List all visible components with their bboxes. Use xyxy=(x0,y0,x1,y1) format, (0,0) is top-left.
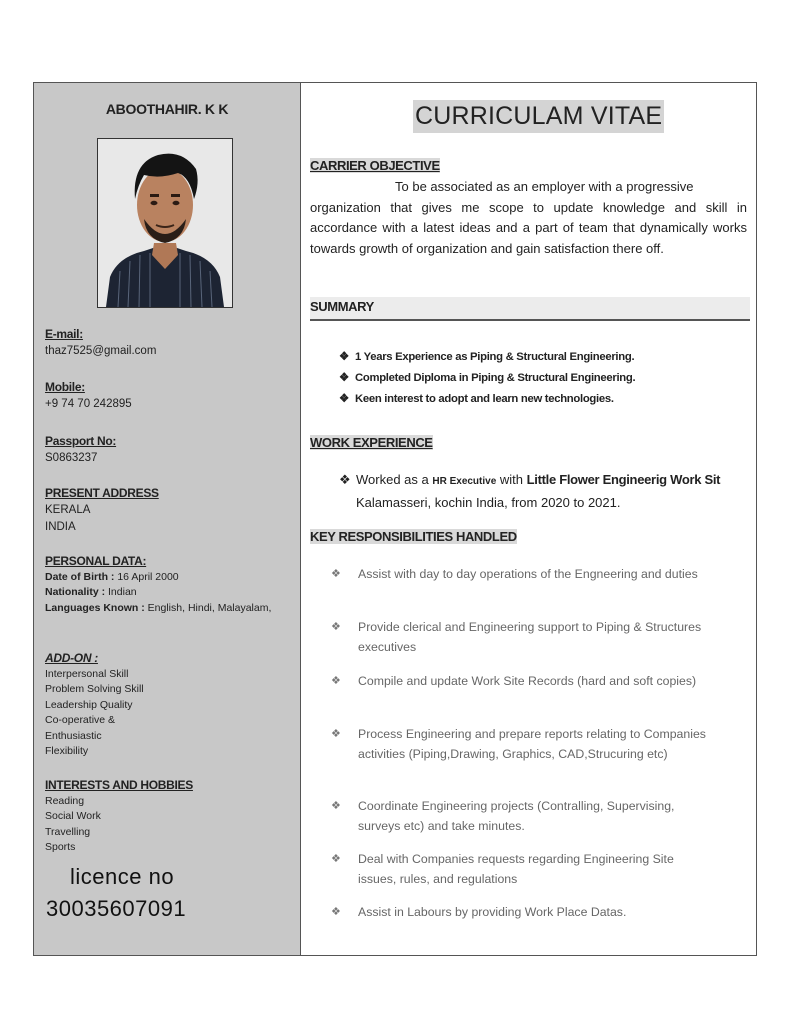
list-item xyxy=(331,672,711,692)
diamond-bullet-icon: ❖ xyxy=(331,728,341,740)
work-role: HR Executive xyxy=(432,476,497,487)
passport-label: Passport No: xyxy=(45,434,117,448)
work-suffix: Kalamasseri, kochin India, from 2020 to 2021. xyxy=(356,495,621,510)
addon-section xyxy=(45,651,295,760)
diamond-bullet-icon: ❖ xyxy=(339,472,351,487)
list-item xyxy=(331,725,711,764)
work-mid: with xyxy=(496,472,527,487)
summary-item: 1 Years Experience as Piping & Structural Engineering. xyxy=(355,351,635,363)
dob-value: 16 April 2000 xyxy=(117,570,179,583)
list-item xyxy=(331,618,711,657)
candidate-name: ABOOTHAHIR. K K xyxy=(105,101,229,117)
addon-item: Flexibility xyxy=(45,745,89,757)
diamond-bullet-icon: ❖ xyxy=(339,351,349,363)
document-title: CURRICULAM VITAE xyxy=(413,100,664,133)
address-heading: PRESENT ADDRESS xyxy=(45,486,159,500)
passport-value: S0863237 xyxy=(45,452,98,464)
nationality-row xyxy=(45,585,295,601)
personal-data-section xyxy=(45,554,295,616)
diamond-bullet-icon: ❖ xyxy=(331,621,341,633)
diamond-bullet-icon: ❖ xyxy=(331,568,341,580)
responsibility-text: Assist in Labours by providing Work Place Datas. xyxy=(358,905,627,919)
interest-item: Sports xyxy=(45,841,76,853)
dob-row xyxy=(45,570,295,586)
mobile-value: +9 74 70 242895 xyxy=(45,398,132,410)
licence-number: 30035607091 xyxy=(46,896,187,921)
addon-item: Co-operative & xyxy=(45,714,116,726)
address-line: KERALA xyxy=(45,504,91,516)
summary-item: Keen interest to adopt and learn new technologies. xyxy=(355,393,614,405)
objective-first-line: To be associated as an employer with a progressive xyxy=(395,179,694,194)
main-content xyxy=(301,83,756,955)
person-portrait-icon xyxy=(98,139,232,307)
languages-value: English, Hindi, Malayalam, xyxy=(147,601,272,614)
summary-list xyxy=(339,347,635,410)
interests-heading: INTERESTS AND HOBBIES xyxy=(45,778,193,792)
objective-heading: CARRIER OBJECTIVE xyxy=(310,158,440,173)
list-item xyxy=(331,565,711,585)
languages-label: Languages Known : xyxy=(45,601,148,614)
list-item xyxy=(339,389,635,410)
interest-item: Reading xyxy=(45,794,85,807)
diamond-bullet-icon: ❖ xyxy=(331,906,341,918)
responsibility-text: Compile and update Work Site Records (hard and soft copies) xyxy=(358,674,697,688)
responsibility-text: Coordinate Engineering projects (Contralling, Supervising, surveys etc) and take minutes. xyxy=(358,799,675,833)
diamond-bullet-icon: ❖ xyxy=(339,393,349,405)
work-prefix: Worked as a xyxy=(356,472,433,487)
diamond-bullet-icon: ❖ xyxy=(331,853,341,865)
responsibility-text: Assist with day to day operations of the Engneering and duties xyxy=(358,567,698,581)
summary-heading: SUMMARY xyxy=(310,299,374,314)
mobile-section xyxy=(45,379,295,413)
addon-heading: ADD-ON : xyxy=(45,651,98,665)
email-section xyxy=(45,326,295,360)
nationality-value: Indian xyxy=(108,586,137,598)
work-company: Little Flower Engineerig Work Sit xyxy=(526,472,721,487)
list-item xyxy=(331,850,711,889)
mobile-label: Mobile: xyxy=(45,380,85,394)
licence-label: licence no xyxy=(70,864,175,889)
profile-photo xyxy=(97,138,233,308)
passport-section xyxy=(45,433,295,467)
diamond-bullet-icon: ❖ xyxy=(331,800,341,812)
diamond-bullet-icon: ❖ xyxy=(331,675,341,687)
objective-text xyxy=(310,177,747,260)
interest-item: Social Work xyxy=(45,810,101,822)
list-item xyxy=(339,347,635,368)
email-label: E-mail: xyxy=(45,327,83,341)
resume-page xyxy=(33,82,757,956)
languages-row xyxy=(45,601,295,617)
responsibility-text: Deal with Companies requests regarding Engineering Site issues, rules, and regulations xyxy=(358,852,674,886)
dob-label: Date of Birth : xyxy=(45,570,118,583)
address-line: INDIA xyxy=(45,521,76,533)
responsibility-text: Provide clerical and Engineering support to Piping & Structures executives xyxy=(358,620,702,654)
nationality-label: Nationality : xyxy=(45,586,109,598)
work-entry-text xyxy=(356,469,736,513)
summary-item: Completed Diploma in Piping & Structural Engineering. xyxy=(355,372,636,384)
addon-item: Enthusiastic xyxy=(45,729,102,742)
address-section xyxy=(45,485,295,536)
interest-item: Travelling xyxy=(45,825,91,838)
addon-item: Problem Solving Skill xyxy=(45,683,144,695)
email-value: thaz7525@gmail.com xyxy=(45,345,157,357)
summary-band xyxy=(310,297,750,321)
interests-section xyxy=(45,778,295,856)
left-sidebar xyxy=(34,83,301,955)
personal-data-heading: PERSONAL DATA: xyxy=(45,554,147,568)
list-item xyxy=(331,903,711,923)
list-item xyxy=(331,797,711,836)
licence-block xyxy=(46,861,186,925)
responsibility-text: Process Engineering and prepare reports relating to Companies activities (Piping,Drawing, Graphics, CAD,Strucuring etc) xyxy=(358,727,706,761)
objective-body: organization that gives me scope to update knowledge and skill in accordance with a latest ideas and a part of team that dynamically works towards growth of organization and gain satisfaction there off. xyxy=(310,199,747,257)
responsibilities-heading: KEY RESPONSIBILITIES HANDLED xyxy=(310,529,517,544)
addon-item: Interpersonal Skill xyxy=(45,667,129,680)
work-experience-heading: WORK EXPERIENCE xyxy=(310,435,433,450)
diamond-bullet-icon: ❖ xyxy=(339,372,349,384)
addon-item: Leadership Quality xyxy=(45,698,133,711)
list-item xyxy=(339,368,635,389)
work-experience-entry xyxy=(339,469,751,513)
